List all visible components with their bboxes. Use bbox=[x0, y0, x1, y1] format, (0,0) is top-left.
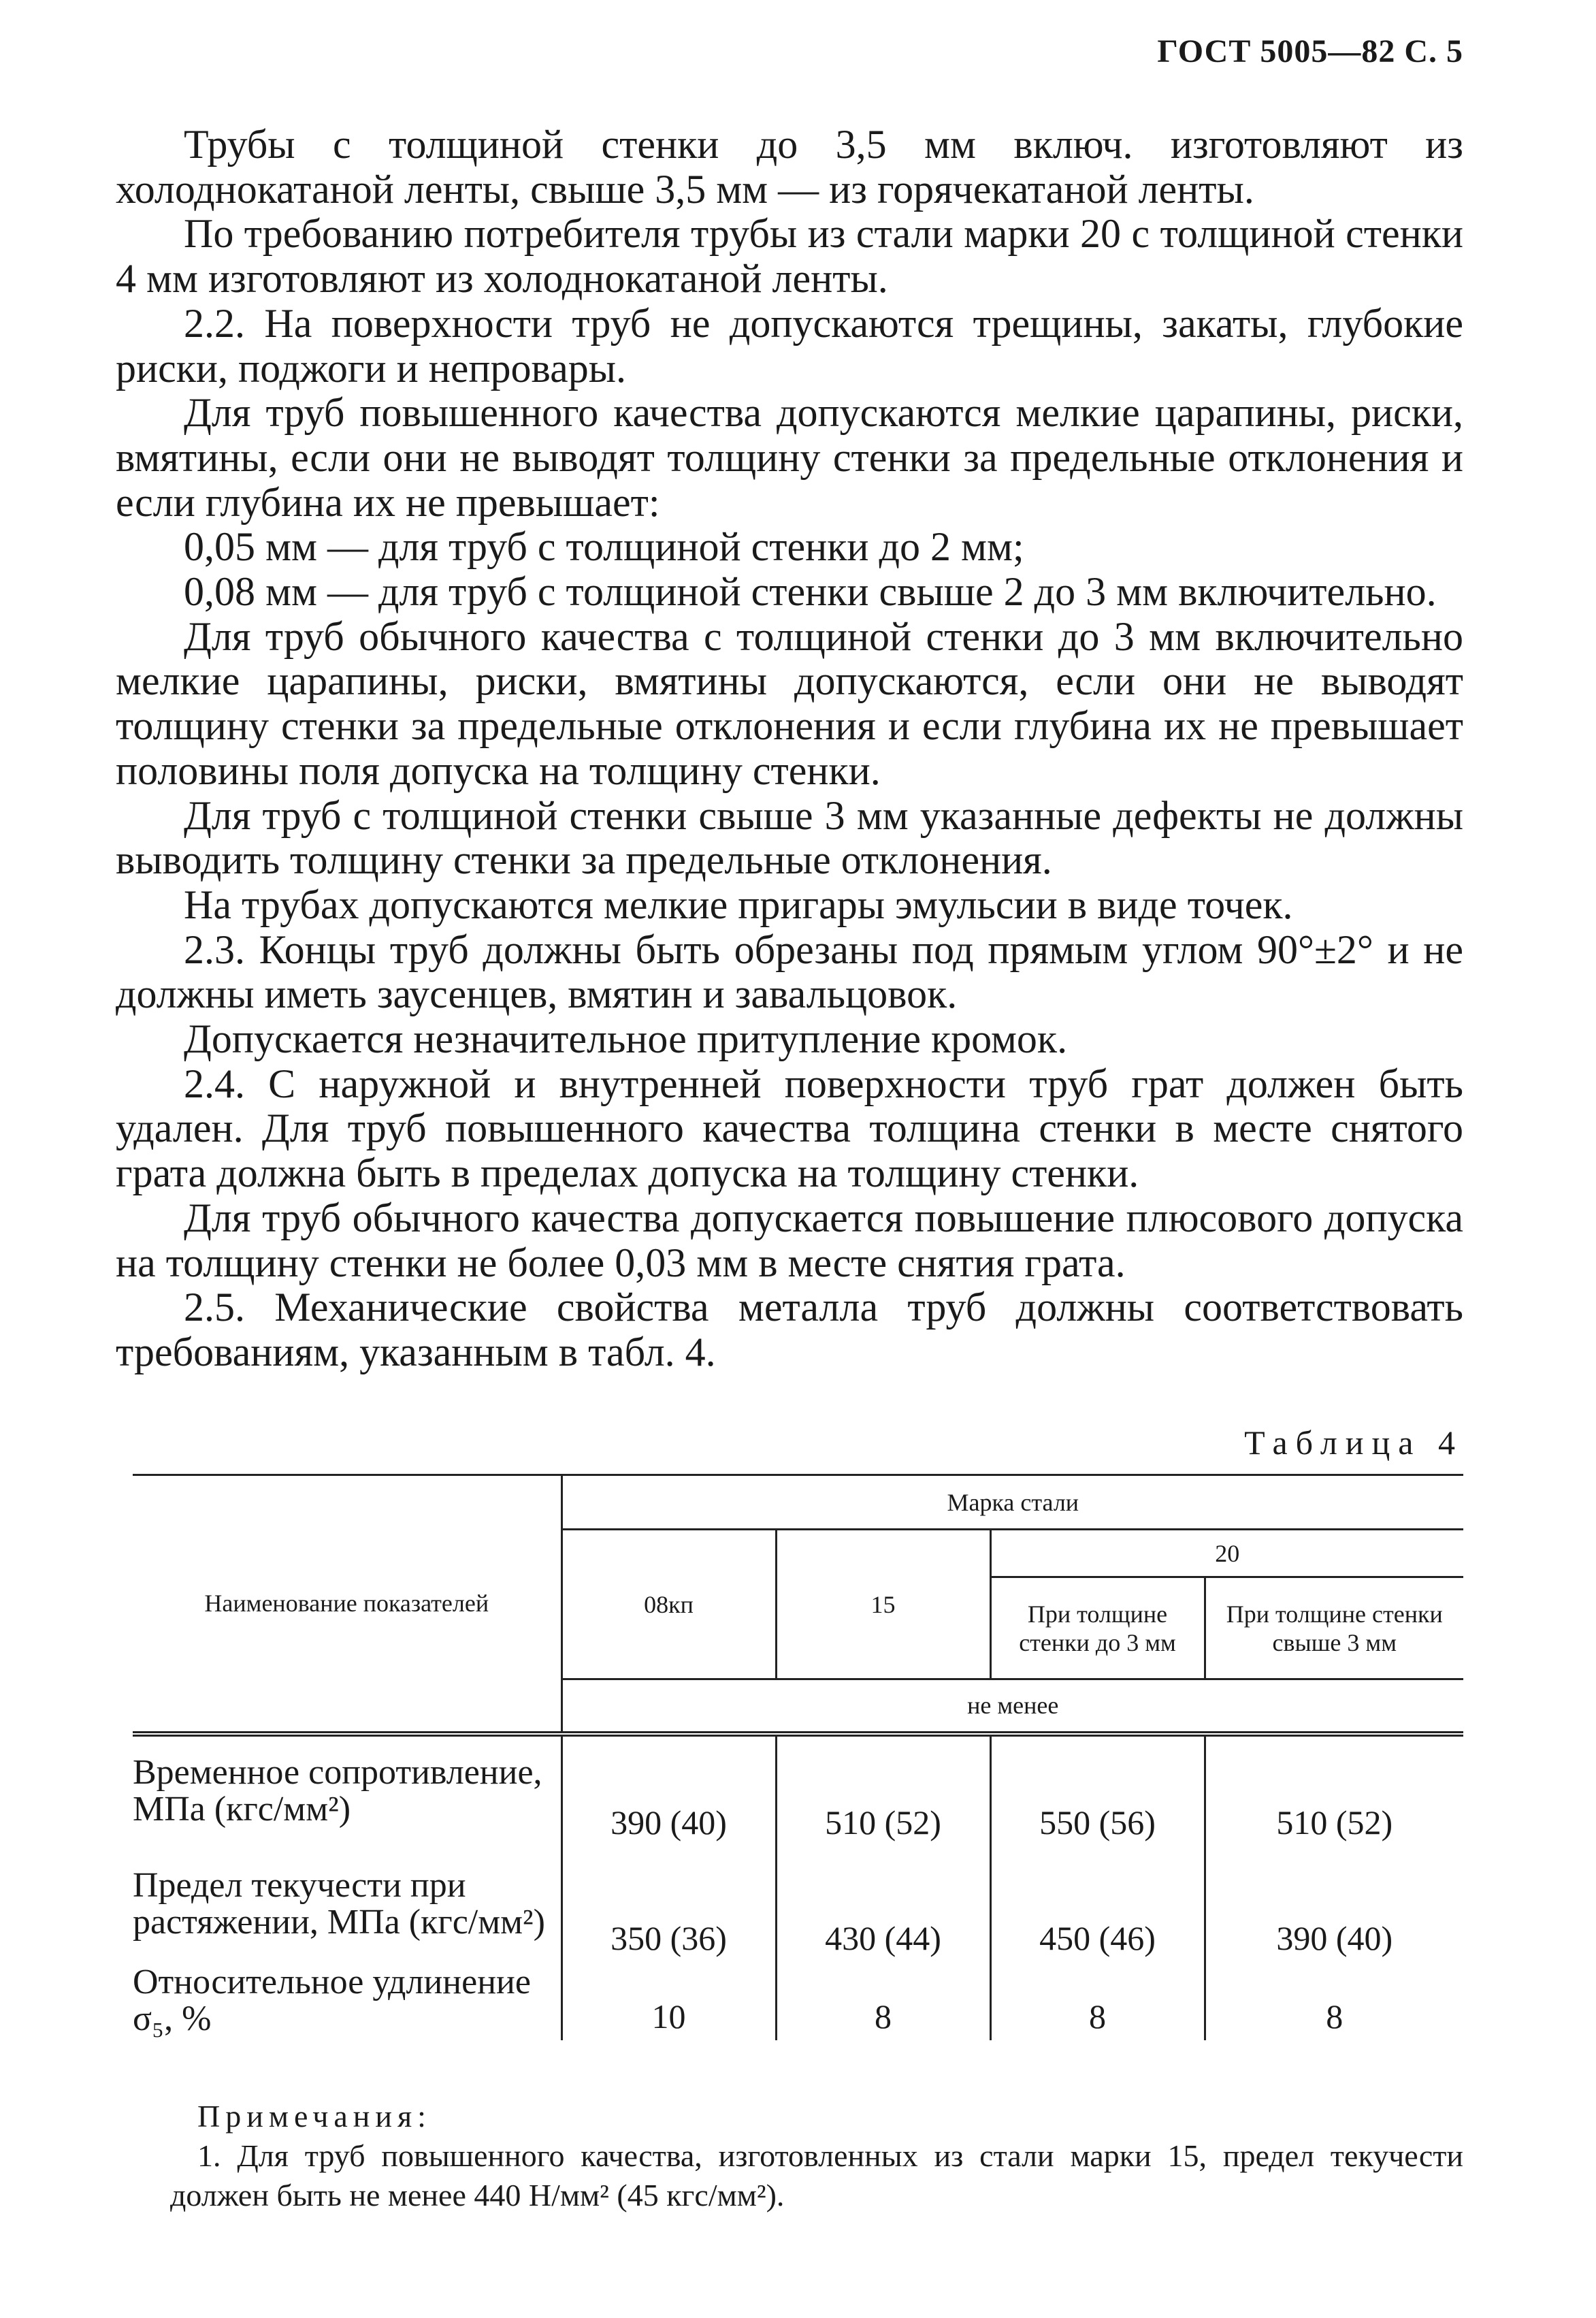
table-4 bbox=[133, 1474, 1463, 2040]
paragraph: 2.4. С наружной и внутренней поверхности труб грат должен быть удален. Для труб повышенного качества толщина стенки в месте снятого грата должна быть в пределах допуска на толщину стенки. bbox=[116, 1061, 1463, 1196]
table-cell: 510 (52) bbox=[1205, 1734, 1463, 1846]
paragraph: Для труб повышенного качества допускаются мелкие царапины, риски, вмятины, если они не выводят толщину стенки за предельные отклонения и если глубина их не превышает: bbox=[116, 390, 1463, 525]
column-subgroup-20: 20 bbox=[990, 1530, 1463, 1577]
min-label: не менее bbox=[561, 1679, 1463, 1734]
paragraph: На трубах допускаются мелкие пригары эмульсии в виде точек. bbox=[184, 882, 1293, 927]
body-text bbox=[116, 123, 1463, 1375]
column-header-20-thick: При толщине стенки свыше 3 мм bbox=[1205, 1577, 1463, 1679]
paragraph: 0,05 мм — для труб с толщиной стенки до 2 мм; bbox=[184, 524, 1024, 570]
paragraph: Для труб обычного качества с толщиной стенки до 3 мм включительно мелкие царапины, риски, вмятины допускаются, если они не выводят толщину стенки за предельные отклонения и если глубина их не превышает половины поля допуска на толщину стенки. bbox=[116, 613, 1463, 793]
column-header-08kp: 08кп bbox=[561, 1530, 776, 1679]
paragraph: 0,08 мм — для труб с толщиной стенки свыше 2 до 3 мм включительно. bbox=[184, 569, 1437, 615]
table-cell: 450 (46) bbox=[990, 1846, 1205, 1962]
notes bbox=[170, 2097, 1463, 2215]
paragraph: 2.5. Механические свойства металла труб должны соответствовать требованиям, указанным в табл. 4. bbox=[116, 1285, 1463, 1374]
notes-heading: Примечания: bbox=[197, 2099, 431, 2134]
page-header: ГОСТ 5005—82 С. 5 bbox=[1157, 33, 1463, 69]
note-item: 1. Для труб повышенного качества, изготовленных из стали марки 15, предел текучести должен быть не менее 440 Н/мм² (45 кгс/мм²). bbox=[170, 2138, 1463, 2212]
row-label-tensile-strength: Временное сопротивление, МПа (кгс/мм²) bbox=[133, 1753, 542, 1829]
table-cell: 8 bbox=[990, 1962, 1205, 2040]
column-group-steel-grade: Марка стали bbox=[561, 1475, 1463, 1530]
paragraph: Для труб с толщиной стенки свыше 3 мм указанные дефекты не должны выводить толщину стенки за предельные отклонения. bbox=[116, 792, 1463, 883]
table-caption: Таблица 4 bbox=[1244, 1423, 1463, 1462]
table-cell: 350 (36) bbox=[561, 1846, 776, 1962]
table-cell: 430 (44) bbox=[776, 1846, 990, 1962]
table-cell: 8 bbox=[1205, 1962, 1463, 2040]
paragraph: Для труб обычного качества допускается повышение плюсового допуска на толщину стенки не более 0,03 мм в месте снятия грата. bbox=[116, 1195, 1463, 1285]
column-header-name: Наименование показателей bbox=[133, 1475, 561, 1734]
column-header-20-thin: При толщине стенки до 3 мм bbox=[990, 1577, 1205, 1679]
column-header-15: 15 bbox=[776, 1530, 990, 1679]
table-cell: 550 (56) bbox=[990, 1734, 1205, 1846]
paragraph: Трубы с толщиной стенки до 3,5 мм включ. изготовляют из холоднокатаной ленты, свыше 3,5 мм — из горячекатаной ленты. bbox=[116, 122, 1463, 212]
paragraph: 2.3. Концы труб должны быть обрезаны под прямым углом 90°±2° и не должны иметь заусенцев, вмятин и завальцовок. bbox=[116, 927, 1463, 1017]
table-cell: 8 bbox=[776, 1962, 990, 2040]
table-cell: 10 bbox=[561, 1962, 776, 2040]
paragraph: Допускается незначительное притупление кромок. bbox=[184, 1016, 1068, 1062]
table-cell: 390 (40) bbox=[561, 1734, 776, 1846]
table-cell: 390 (40) bbox=[1205, 1846, 1463, 1962]
paragraph: 2.2. На поверхности труб не допускаются трещины, закаты, глубокие риски, поджоги и непровары. bbox=[116, 300, 1463, 391]
row-label-yield-strength: Предел текучести при растяжении, МПа (кгс/мм²) bbox=[133, 1865, 545, 1942]
paragraph: По требованию потребителя трубы из стали марки 20 с толщиной стенки 4 мм изготовляют из холоднокатаной ленты. bbox=[116, 211, 1463, 302]
row-label-elongation: Относительное удлинение σ₅, % bbox=[133, 1963, 531, 2038]
table-cell: 510 (52) bbox=[776, 1734, 990, 1846]
